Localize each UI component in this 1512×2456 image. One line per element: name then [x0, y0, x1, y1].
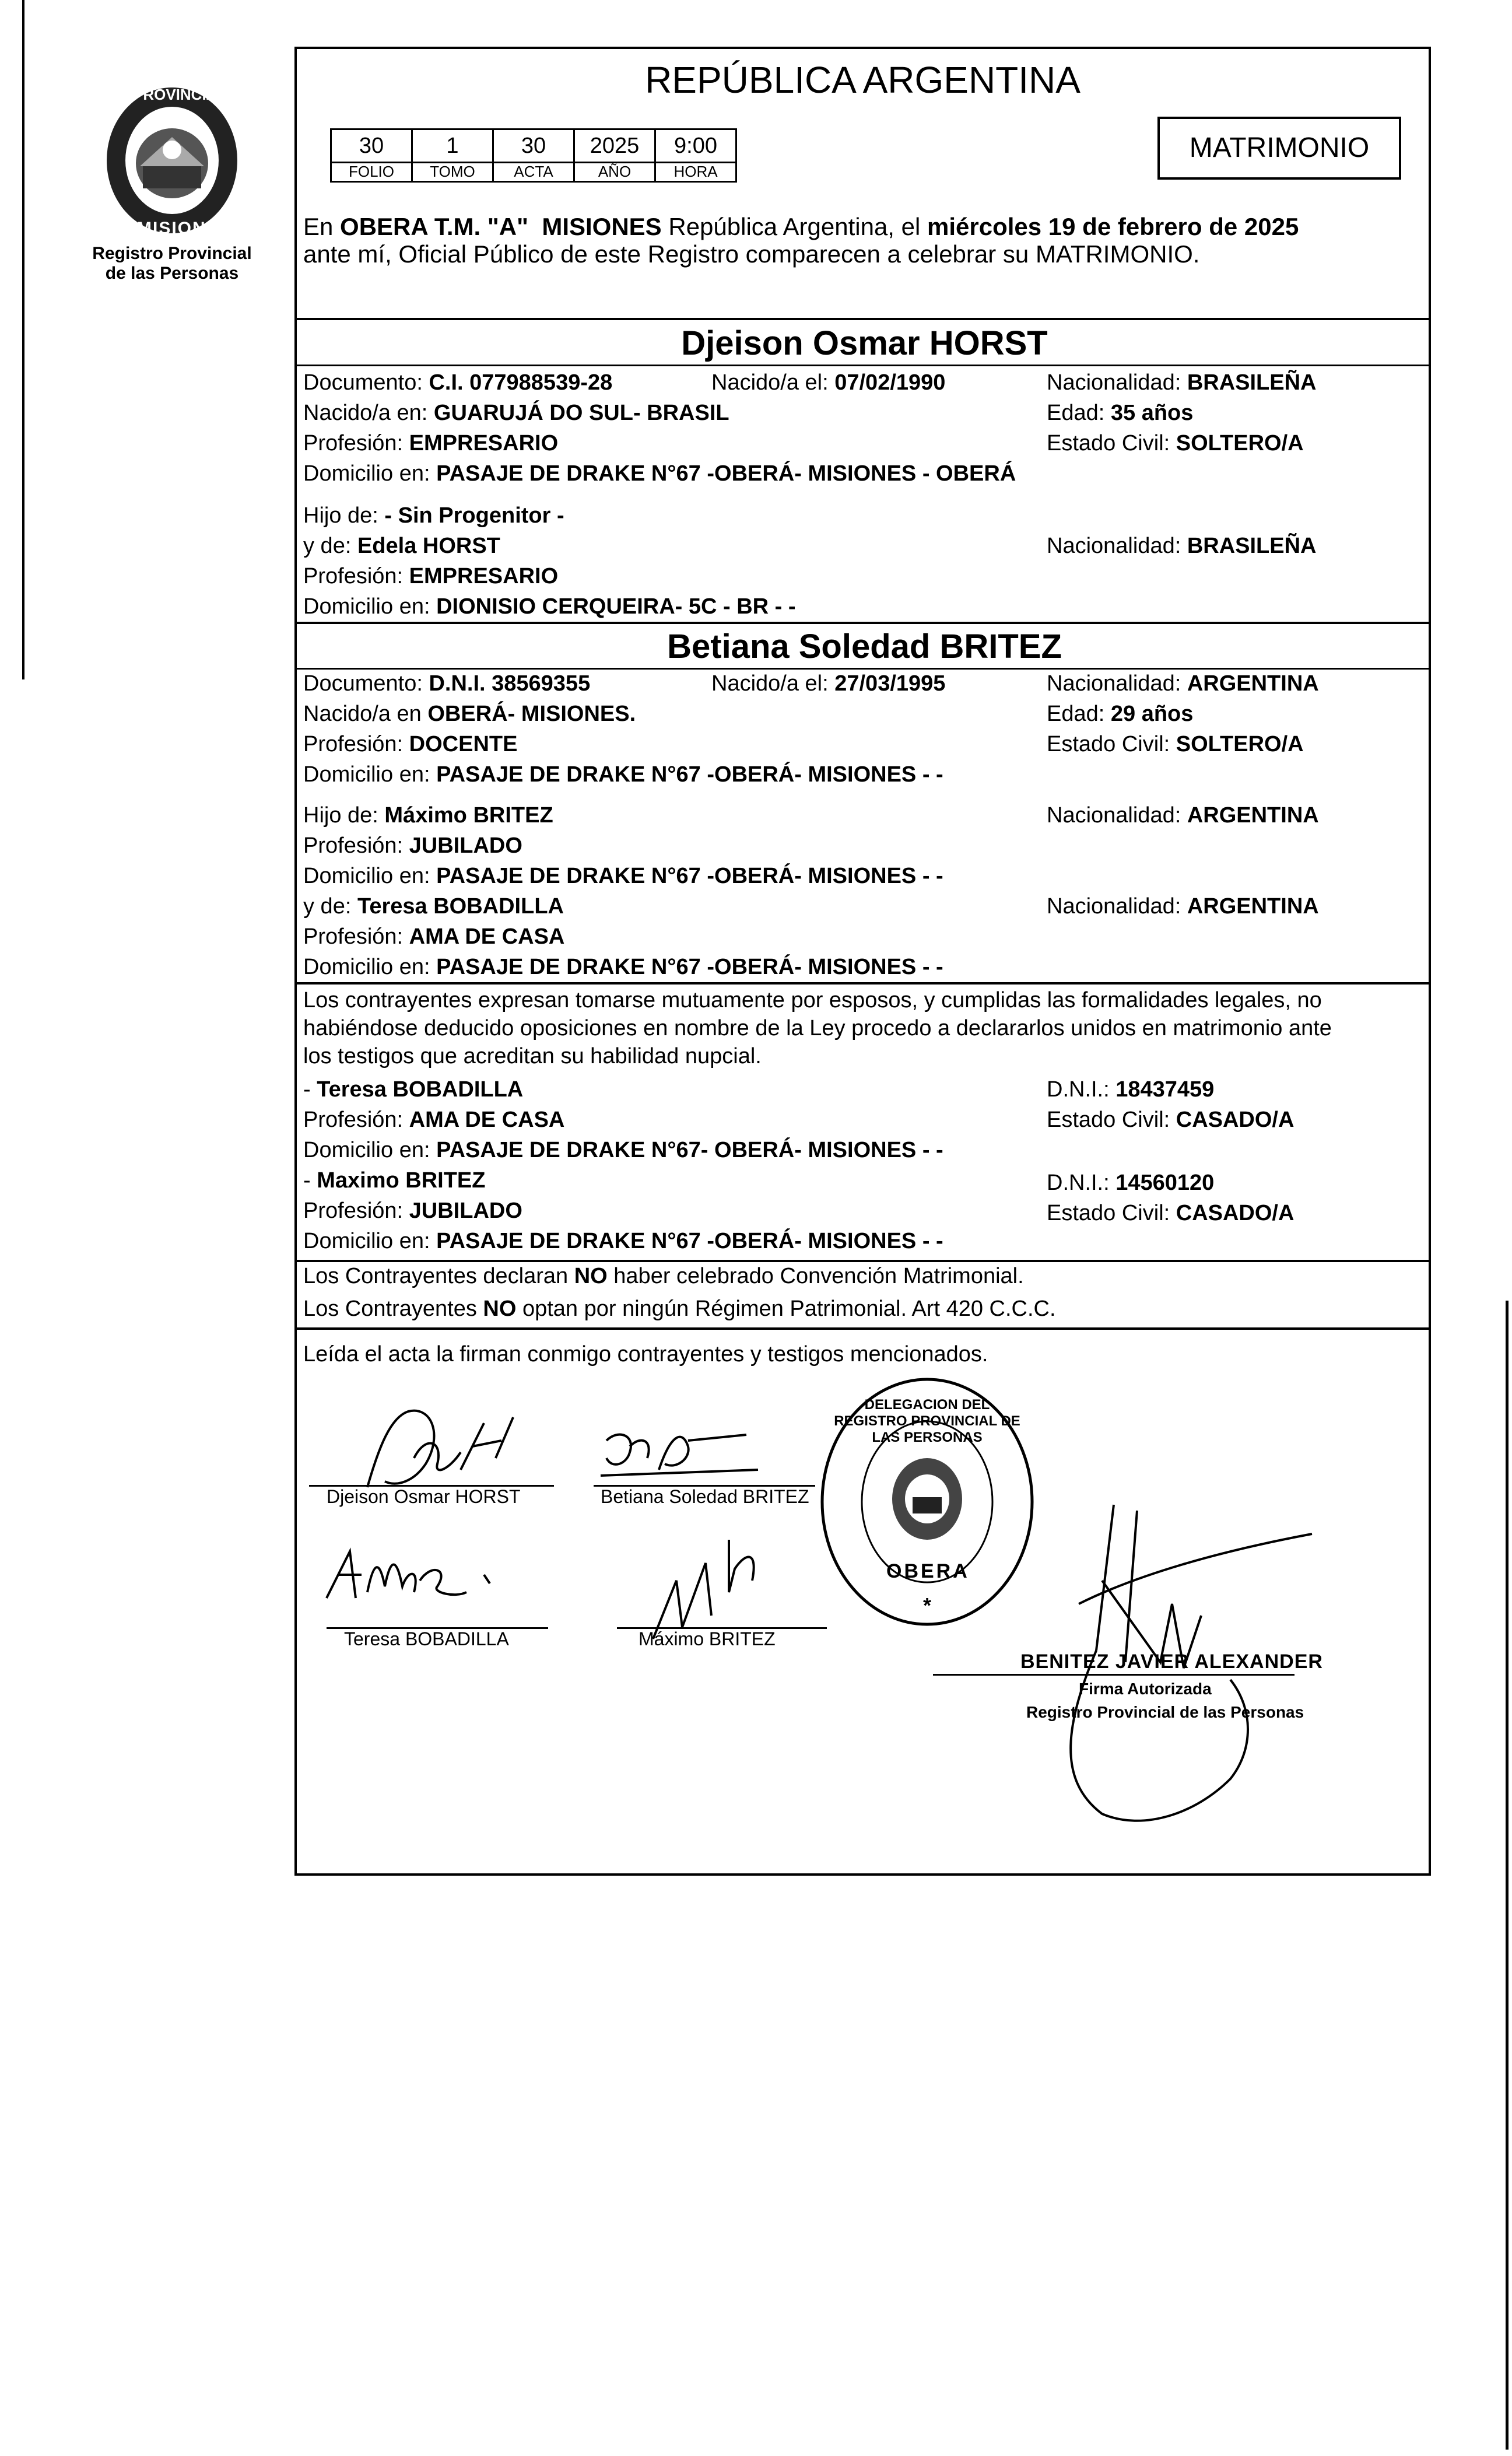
convention-text: Los Contrayentes declaran — [303, 1264, 574, 1288]
spouse1-name-underline — [294, 365, 1431, 366]
address-value: PASAJE DE DRAKE N°67 -OBERÁ- MISIONES - OBERÁ — [436, 461, 1016, 486]
profession-label: Profesión: — [303, 732, 409, 756]
intro-text-3: República Argentina, el — [661, 213, 927, 240]
age-value: 29 años — [1110, 702, 1194, 726]
birthplace-label: Nacido/a en: — [303, 401, 434, 425]
father-value: - Sin Progenitor - — [384, 503, 564, 528]
spouse2-nationality — [1047, 671, 1319, 696]
spouse2-mother-profession — [303, 924, 564, 950]
spouse2-name-underline — [294, 668, 1431, 670]
official-stamp-line — [933, 1674, 1295, 1676]
anio-label: AÑO — [573, 162, 656, 183]
convention-no: NO — [483, 1297, 517, 1321]
dni-label: D.N.I.: — [1047, 1171, 1116, 1195]
documento-value: C.I. 077988539-28 — [429, 370, 613, 395]
spouse2-civil-status — [1047, 731, 1304, 757]
address-value: PASAJE DE DRAKE N°67 -OBERÁ- MISIONES - - — [436, 762, 943, 787]
country-title: REPÚBLICA ARGENTINA — [645, 59, 1080, 101]
left-margin-line — [22, 0, 24, 679]
official-registry: Registro Provincial de las Personas — [1026, 1703, 1304, 1721]
signature-djeison — [327, 1400, 548, 1499]
intro-line1 — [303, 213, 1299, 241]
seal-bottom-text: MISIONES — [137, 219, 232, 238]
civil-status-value: SOLTERO/A — [1176, 431, 1304, 456]
civil-status-value: SOLTERO/A — [1176, 732, 1304, 756]
witness2-profession — [303, 1198, 522, 1224]
signature-teresa — [315, 1534, 507, 1616]
witness1-dni — [1047, 1077, 1214, 1102]
witness-bullet: - — [303, 1077, 317, 1102]
profession-label: Profesión: — [303, 431, 409, 456]
declaration-line1: Los contrayentes expresan tomarse mutuamente por esposos, y cumplidas las formalidades legales, no — [303, 988, 1322, 1012]
stamp-ring-text: DELEGACION DEL REGISTRO PROVINCIAL DE LAS PERSONAS — [834, 1397, 1020, 1445]
tomo-label: TOMO — [411, 162, 494, 183]
frame-left — [294, 47, 297, 1875]
nationality-label: Nacionalidad: — [1047, 803, 1187, 828]
spouse2-mother-address — [303, 954, 943, 980]
spouse1-mother-address — [303, 594, 796, 619]
nationality-value: BRASILEÑA — [1187, 370, 1317, 395]
spouse1-nationality — [1047, 370, 1317, 395]
birthdate-value: 07/02/1990 — [834, 370, 946, 395]
age-value: 35 años — [1110, 401, 1194, 425]
declaration-line2: habiéndose deducido oposiciones en nombre de la Ley procedo a declararlos unidos en matrimonio ante — [303, 1016, 1332, 1040]
mother-label: y de: — [303, 534, 357, 558]
birthdate-label: Nacido/a el: — [711, 671, 835, 696]
address-label: Domicilio en: — [303, 461, 437, 486]
spouse1-profession — [303, 430, 558, 456]
spouse1-father — [303, 503, 564, 528]
spouse2-father — [303, 803, 553, 828]
spouse1-separator — [294, 622, 1431, 624]
birthdate-value: 27/03/1995 — [834, 671, 946, 696]
address-label: Domicilio en: — [303, 955, 437, 979]
spouse2-separator — [294, 982, 1431, 984]
profession-label: Profesión: — [303, 1199, 409, 1223]
witness2-name — [303, 1168, 485, 1193]
witness1-name — [303, 1077, 523, 1102]
spouse2-birthplace — [303, 701, 636, 727]
birthplace-value: GUARUJÁ DO SUL- BRASIL — [433, 401, 729, 425]
signature-label-1: Djeison Osmar HORST — [327, 1486, 521, 1507]
spouse1-documento — [303, 370, 612, 395]
official-name: BENITEZ JAVIER ALEXANDER — [1020, 1651, 1323, 1673]
age-label: Edad: — [1047, 702, 1111, 726]
acta-label: ACTA — [492, 162, 575, 183]
dni-label: D.N.I.: — [1047, 1077, 1116, 1102]
delegation-round-stamp — [816, 1374, 1038, 1630]
civil-status-value: CASADO/A — [1176, 1108, 1295, 1132]
intro-line2: ante mí, Oficial Público de este Registro comparecen a celebrar su MATRIMONIO. — [303, 240, 1200, 268]
address-value: PASAJE DE DRAKE N°67 -OBERÁ- MISIONES - - — [436, 955, 943, 979]
address-value: PASAJE DE DRAKE N°67 -OBERÁ- MISIONES - - — [436, 1229, 943, 1253]
civil-status-label: Estado Civil: — [1047, 1108, 1176, 1132]
birthplace-label: Nacido/a en — [303, 702, 428, 726]
spouse1-mother-nationality — [1047, 533, 1317, 559]
stamp-bottom-text: OBERA — [886, 1560, 970, 1582]
spouse2-birthdate — [711, 671, 945, 696]
profession-value: JUBILADO — [409, 833, 522, 858]
seal-top-text: PROVINCIA DE — [133, 86, 242, 103]
address-label: Domicilio en: — [303, 594, 437, 619]
logo-caption-line1: Registro Provincial — [92, 244, 252, 263]
frame-bottom — [294, 1873, 1431, 1876]
province-logo — [87, 79, 257, 254]
closing-statement: Leída el acta la firman conmigo contrayentes y testigos mencionados. — [303, 1342, 988, 1367]
spouse1-birthplace — [303, 400, 729, 426]
witness-separator — [294, 1260, 1431, 1262]
signature-betiana — [595, 1423, 770, 1493]
spouse1-mother — [303, 533, 500, 559]
intro-province: MISIONES — [542, 213, 662, 240]
father-value: Máximo BRITEZ — [384, 803, 553, 828]
record-type-box: MATRIMONIO — [1157, 117, 1401, 180]
address-value: DIONISIO CERQUEIRA- 5C - BR - - — [436, 594, 796, 619]
profession-label: Profesión: — [303, 1108, 409, 1132]
address-label: Domicilio en: — [303, 864, 437, 888]
spouse2-mother-nationality — [1047, 894, 1319, 919]
spouse1-name: Djeison Osmar HORST — [681, 324, 1048, 362]
birthplace-value: OBERÁ- MISIONES. — [427, 702, 636, 726]
documento-label: Documento: — [303, 671, 429, 696]
civil-status-label: Estado Civil: — [1047, 431, 1176, 456]
spouse1-civil-status — [1047, 430, 1304, 456]
spouse2-address — [303, 762, 943, 787]
profession-value: EMPRESARIO — [409, 431, 559, 456]
convention-text: haber celebrado Convención Matrimonial. — [607, 1264, 1024, 1288]
signature-label-2: Betiana Soledad BRITEZ — [601, 1486, 809, 1507]
witness-bullet: - — [303, 1168, 317, 1193]
address-label: Domicilio en: — [303, 1229, 437, 1253]
frame-top — [294, 47, 1431, 49]
nationality-label: Nacionalidad: — [1047, 671, 1187, 696]
witness2-civil-status — [1047, 1200, 1294, 1226]
hora-label: HORA — [654, 162, 737, 183]
convention-no: NO — [574, 1264, 608, 1288]
dni-value: 14560120 — [1115, 1171, 1215, 1195]
witness-name-value: Maximo BRITEZ — [317, 1168, 486, 1193]
spouse2-profession — [303, 731, 517, 757]
spouse1-age — [1047, 400, 1193, 426]
birthdate-label: Nacido/a el: — [711, 370, 835, 395]
nationality-value: ARGENTINA — [1187, 894, 1319, 919]
profession-label: Profesión: — [303, 924, 409, 949]
intro-office: OBERA T.M. "A" — [340, 213, 528, 240]
father-label: Hijo de: — [303, 803, 385, 828]
nationality-label: Nacionalidad: — [1047, 534, 1187, 558]
frame-right — [1429, 47, 1431, 1875]
header-separator — [294, 318, 1431, 320]
spouse2-name: Betiana Soledad BRITEZ — [667, 628, 1062, 665]
spouse2-age — [1047, 701, 1193, 727]
spouse2-documento — [303, 671, 590, 696]
acta-value: 30 — [492, 128, 575, 163]
nationality-label: Nacionalidad: — [1047, 894, 1187, 919]
address-value: PASAJE DE DRAKE N°67- OBERÁ- MISIONES - - — [436, 1138, 943, 1162]
age-label: Edad: — [1047, 401, 1111, 425]
profession-label: Profesión: — [303, 564, 409, 588]
spouse2-father-nationality — [1047, 803, 1319, 828]
civil-status-label: Estado Civil: — [1047, 732, 1176, 756]
witness1-profession — [303, 1107, 564, 1133]
profession-value: AMA DE CASA — [409, 1108, 565, 1132]
convention-text: Los Contrayentes — [303, 1297, 483, 1321]
folio-value: 30 — [330, 128, 413, 163]
hora-value: 9:00 — [654, 128, 737, 163]
right-edge-mark — [1506, 1301, 1509, 2450]
witness1-address — [303, 1137, 943, 1163]
folio-label: FOLIO — [330, 162, 413, 183]
signature-label-3: Teresa BOBADILLA — [344, 1628, 509, 1649]
intro-text-1: En — [303, 213, 341, 240]
profession-value: JUBILADO — [409, 1199, 522, 1223]
signature-label-4: Máximo BRITEZ — [639, 1628, 776, 1649]
address-value: PASAJE DE DRAKE N°67 -OBERÁ- MISIONES - - — [436, 864, 943, 888]
witness2-address — [303, 1228, 943, 1254]
intro-text-2 — [528, 213, 542, 240]
civil-status-label: Estado Civil: — [1047, 1201, 1176, 1225]
nationality-value: ARGENTINA — [1187, 671, 1319, 696]
witness-name-value: Teresa BOBADILLA — [317, 1077, 524, 1102]
witness1-civil-status — [1047, 1107, 1294, 1133]
convention-line2 — [303, 1296, 1056, 1322]
father-label: Hijo de: — [303, 503, 385, 528]
convention-text: optan por ningún Régimen Patrimonial. Art 420 C.C.C. — [516, 1297, 1056, 1321]
svg-text:*: * — [922, 1593, 932, 1617]
mother-value: Edela HORST — [357, 534, 500, 558]
profession-label: Profesión: — [303, 833, 409, 858]
profession-value: DOCENTE — [409, 732, 518, 756]
convention-separator — [294, 1327, 1431, 1330]
address-label: Domicilio en: — [303, 762, 437, 787]
anio-value: 2025 — [573, 128, 656, 163]
mother-value: Teresa BOBADILLA — [357, 894, 564, 919]
spouse2-father-profession — [303, 833, 522, 859]
documento-label: Documento: — [303, 370, 429, 395]
nationality-label: Nacionalidad: — [1047, 370, 1187, 395]
witness2-dni — [1047, 1170, 1214, 1196]
spouse1-birthdate — [711, 370, 945, 395]
tomo-value: 1 — [411, 128, 494, 163]
address-label: Domicilio en: — [303, 1138, 437, 1162]
nationality-value: BRASILEÑA — [1187, 534, 1317, 558]
nationality-value: ARGENTINA — [1187, 803, 1319, 828]
dni-value: 18437459 — [1115, 1077, 1215, 1102]
civil-status-value: CASADO/A — [1176, 1201, 1295, 1225]
mother-label: y de: — [303, 894, 357, 919]
declaration-line3: los testigos que acreditan su habilidad nupcial. — [303, 1044, 762, 1068]
convention-line1 — [303, 1263, 1024, 1289]
profession-value: EMPRESARIO — [409, 564, 559, 588]
documento-value: D.N.I. 38569355 — [429, 671, 591, 696]
spouse1-address — [303, 461, 1016, 486]
profession-value: AMA DE CASA — [409, 924, 565, 949]
spouse2-mother — [303, 894, 564, 919]
spouse2-father-address — [303, 863, 943, 889]
spouse1-mother-profession — [303, 563, 558, 589]
official-authorized: Firma Autorizada — [1079, 1680, 1212, 1698]
intro-date: miércoles 19 de febrero de 2025 — [927, 213, 1299, 240]
logo-caption-line2: de las Personas — [105, 264, 239, 283]
